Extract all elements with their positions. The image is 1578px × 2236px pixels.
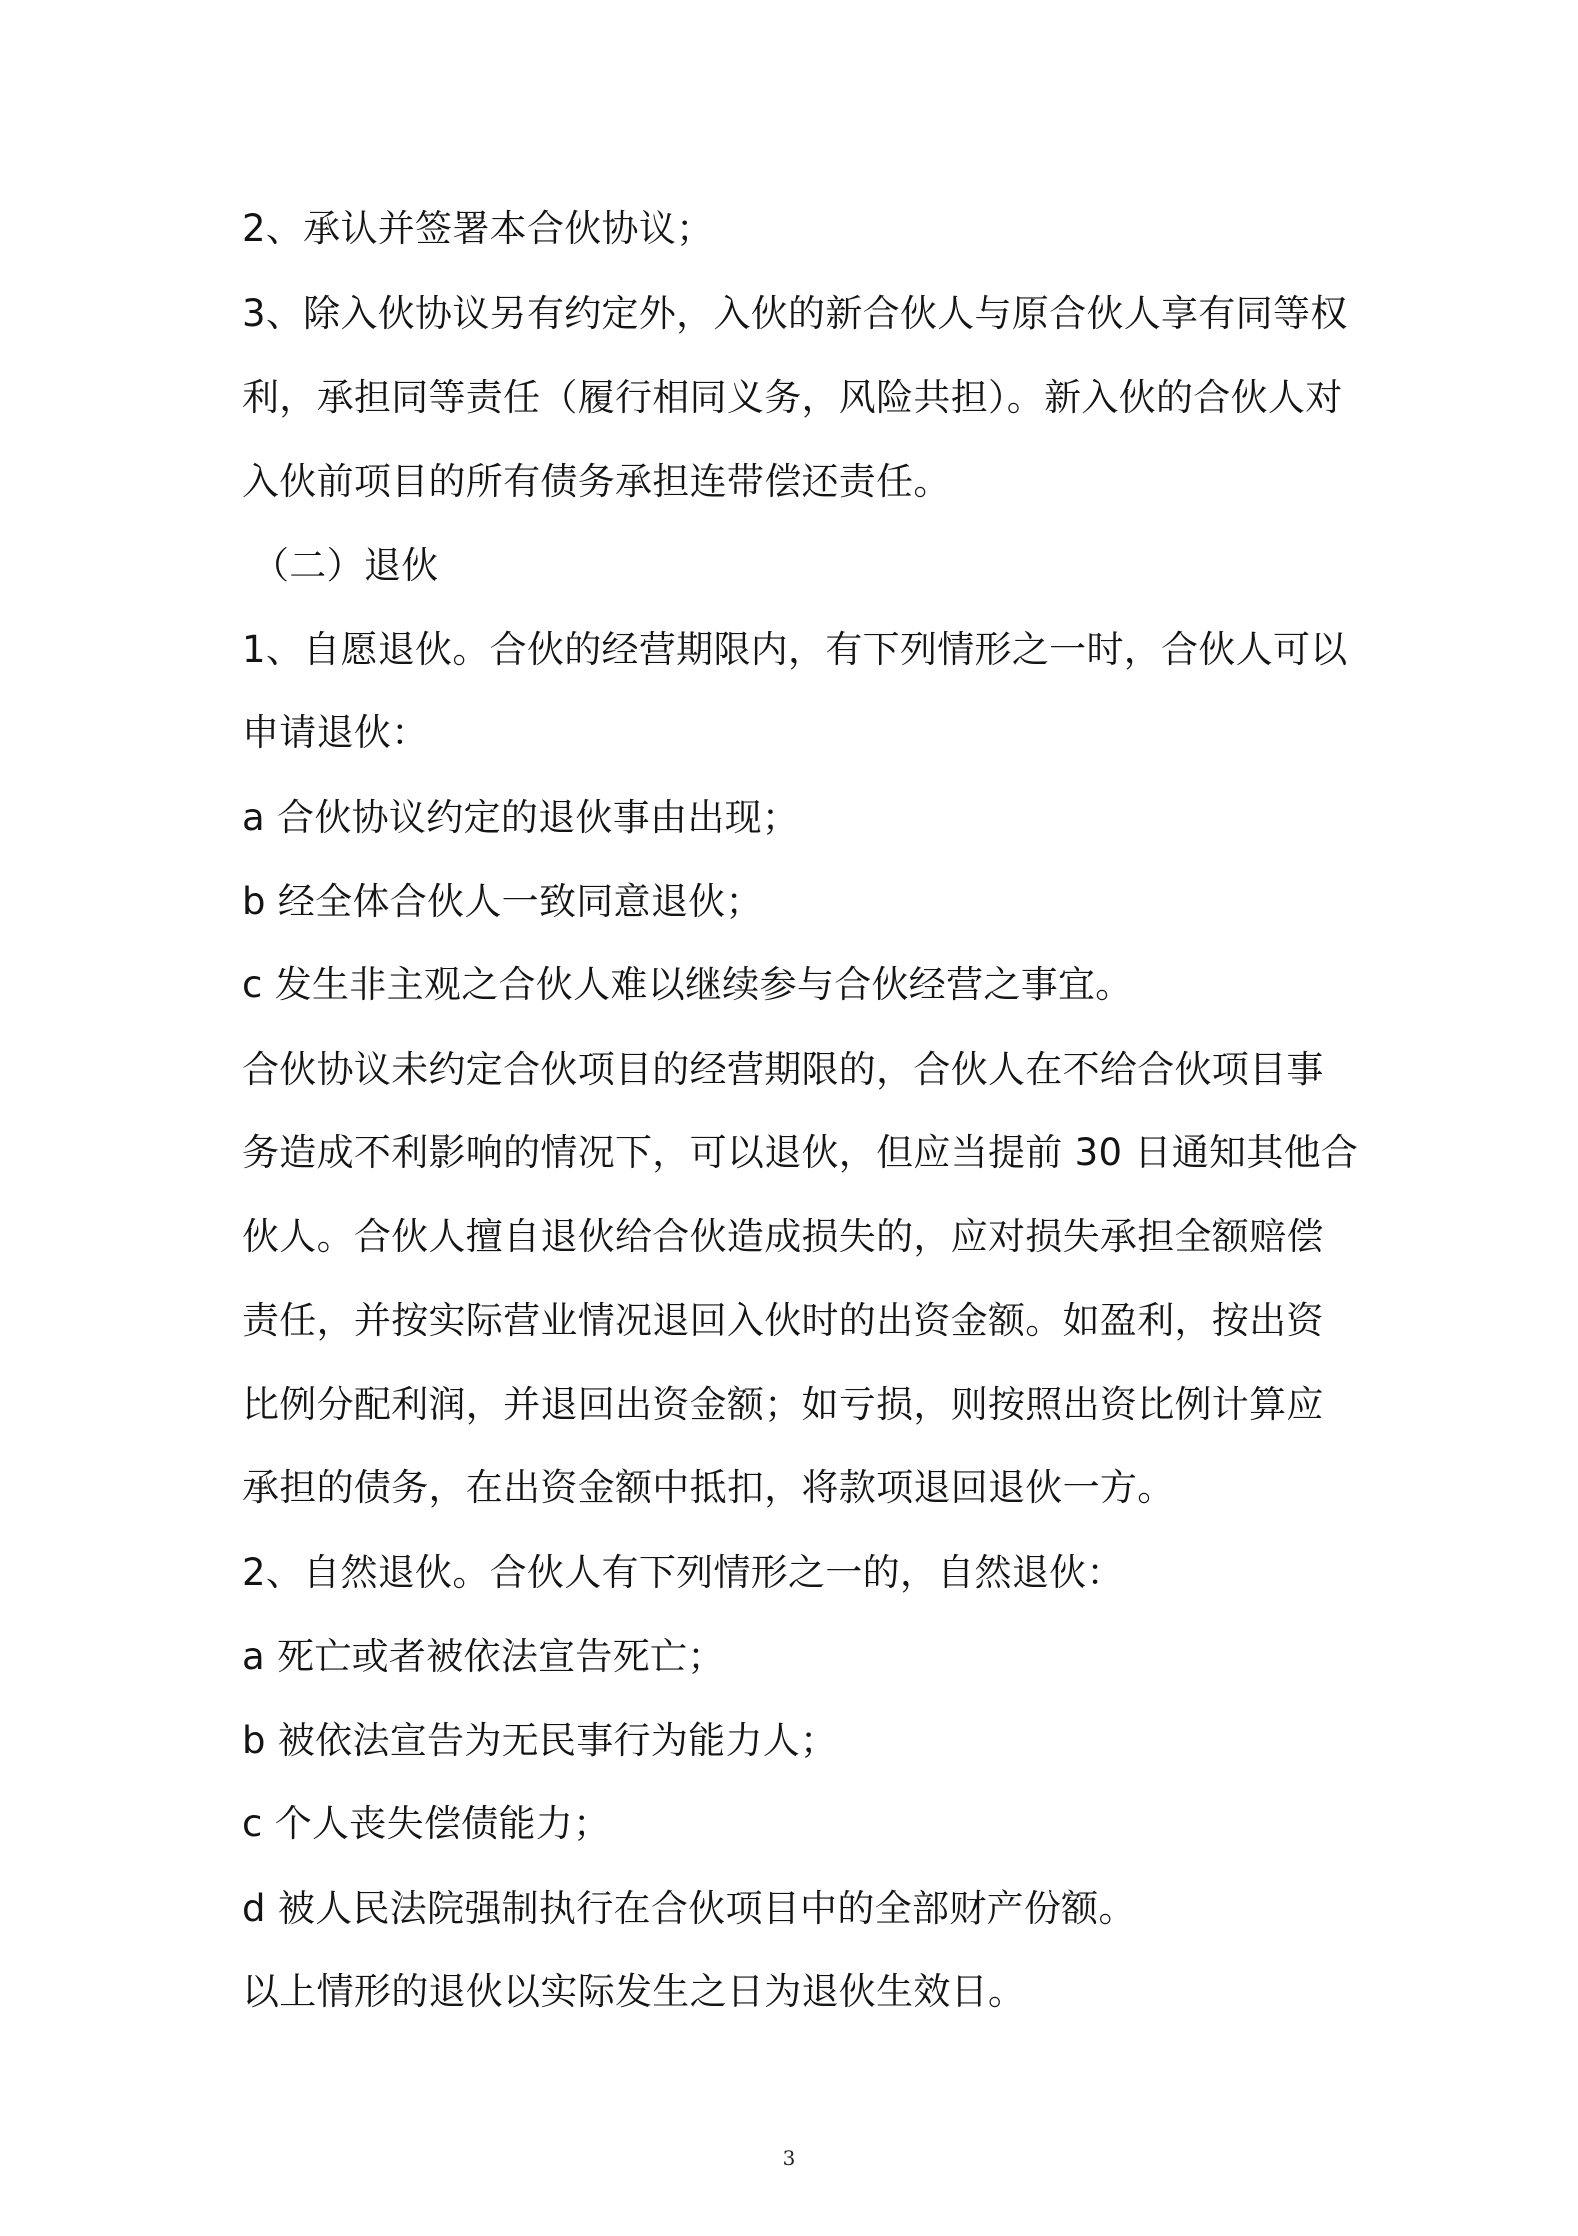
list-item: d 被人民法院强制执行在合伙项目中的全部财产份额。 bbox=[242, 1887, 1136, 1930]
text-line: 申请退伙： bbox=[242, 711, 429, 754]
page-number: 3 bbox=[782, 2146, 796, 2170]
list-item: b 被依法宣告为无民事行为能力人； bbox=[242, 1719, 838, 1762]
list-item: c 个人丧失偿债能力； bbox=[242, 1802, 611, 1845]
text-line: 伙人。合伙人擅自退伙给合伙造成损失的，应对损失承担全额赔偿 bbox=[242, 1215, 1324, 1258]
text-line: 2、承认并签署本合伙协议； bbox=[242, 207, 714, 250]
text-line: 比例分配利润，并退回出资金额；如亏损，则按照出资比例计算应 bbox=[242, 1383, 1324, 1426]
text-line: 责任，并按实际营业情况退回入伙时的出资金额。如盈利，按出资 bbox=[242, 1299, 1324, 1342]
list-item: b 经全体合伙人一致同意退伙； bbox=[242, 880, 763, 923]
text-line: 2、自然退伙。合伙人有下列情形之一的，自然退伙： bbox=[242, 1551, 1124, 1594]
section-heading: （二）退伙 bbox=[252, 544, 439, 587]
list-item: c 发生非主观之合伙人难以继续参与合伙经营之事宜。 bbox=[242, 963, 1133, 1006]
text-line: 利，承担同等责任（履行相同义务，风险共担）。新入伙的合伙人对 bbox=[242, 376, 1343, 419]
text-line: 3、除入伙协议另有约定外，入伙的新合伙人与原合伙人享有同等权 bbox=[242, 292, 1348, 335]
text-line: 务造成不利影响的情况下，可以退伙，但应当提前 30 日通知其他合 bbox=[242, 1131, 1359, 1174]
list-item: a 死亡或者被依法宣告死亡； bbox=[242, 1635, 725, 1678]
text-line: 入伙前项目的所有债务承担连带偿还责任。 bbox=[242, 460, 951, 503]
text-line: 1、自愿退伙。合伙的经营期限内，有下列情形之一时，合伙人可以 bbox=[242, 628, 1348, 671]
text-line: 承担的债务，在出资金额中抵扣，将款项退回退伙一方。 bbox=[242, 1466, 1175, 1509]
list-item: a 合伙协议约定的退伙事由出现； bbox=[242, 796, 800, 839]
text-line: 以上情形的退伙以实际发生之日为退伙生效日。 bbox=[242, 1970, 1026, 2013]
text-line: 合伙协议未约定合伙项目的经营期限的，合伙人在不给合伙项目事 bbox=[242, 1048, 1324, 1091]
